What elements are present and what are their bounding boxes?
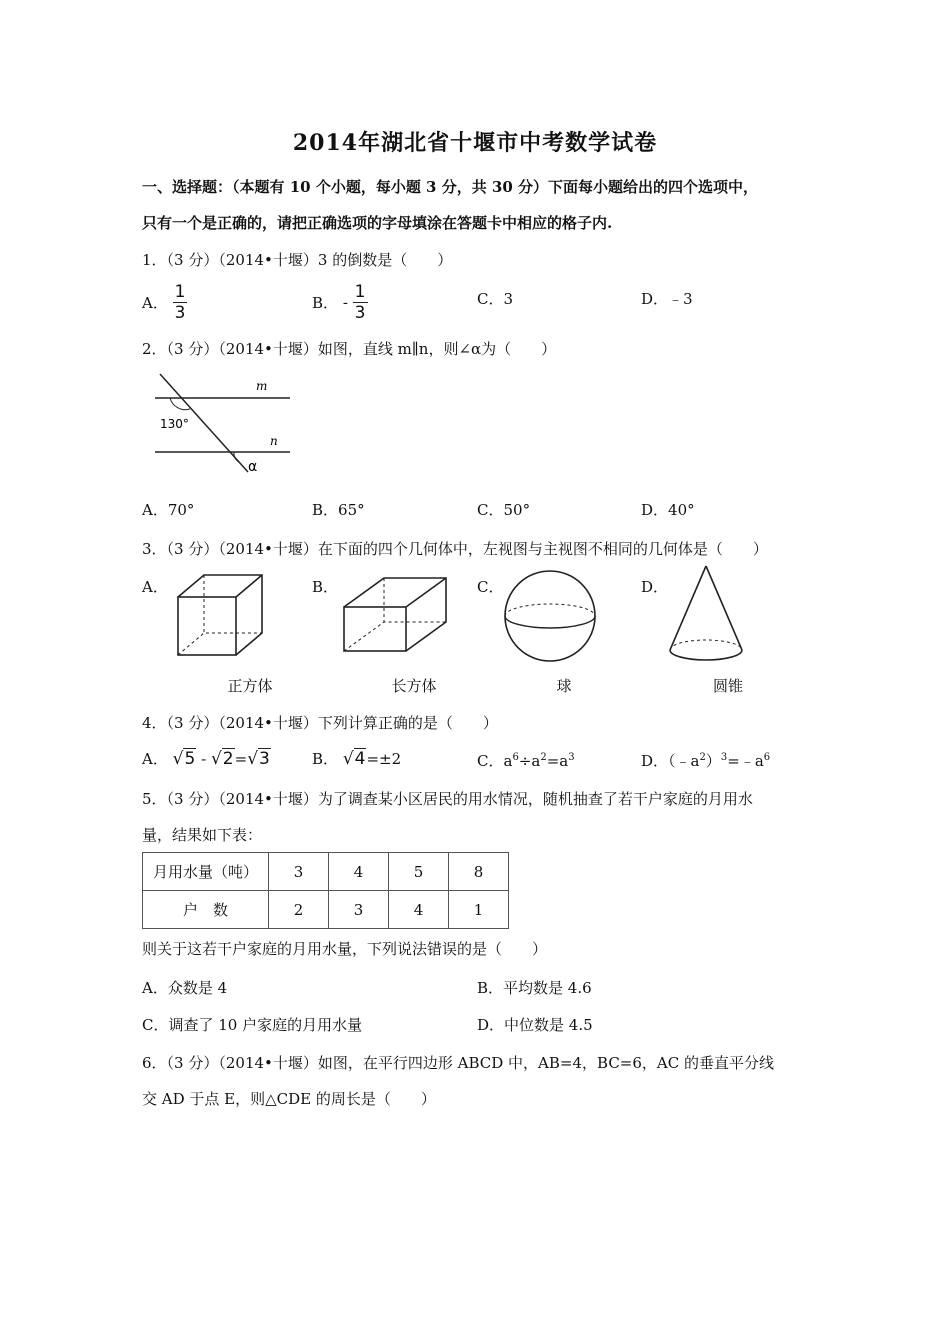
table-cell: 8 (449, 853, 509, 891)
question-4-option-d[interactable] (641, 750, 770, 771)
table-cell: 2 (269, 891, 329, 929)
option-c-label: C． (477, 752, 504, 770)
question-3-option-c-label[interactable]: C． (477, 578, 504, 596)
sqrt-5: √5 (172, 749, 196, 769)
sqrt-4: √4 (342, 749, 366, 769)
cube-back-edges (178, 575, 262, 655)
caption-cone: 圆锥 (712, 677, 743, 695)
exponent: 2 (540, 752, 547, 763)
question-5-option-c[interactable]: C．调查了 10 户家庭的月用水量 (142, 1016, 363, 1034)
table-cell: 1 (449, 891, 509, 929)
cube-figure (170, 570, 270, 665)
cone-figure (664, 562, 748, 668)
parallel-lines-figure (150, 368, 300, 480)
option-a-label: A． (142, 294, 168, 312)
question-4-option-c[interactable] (477, 750, 575, 771)
option-d-label: D． (641, 752, 669, 770)
cone-left-edge (670, 566, 706, 650)
fraction-denominator: 3 (174, 303, 186, 323)
radicand: 4 (354, 749, 366, 769)
question-5-option-d[interactable]: D．中位数是 4.5 (477, 1016, 593, 1034)
table-row (143, 853, 509, 891)
divide-a: ÷a (518, 752, 541, 770)
question-4-option-b[interactable] (312, 748, 401, 769)
cone-base-front (670, 650, 742, 660)
sphere-outline (505, 571, 595, 661)
question-5-option-b[interactable]: B．平均数是 4.6 (477, 979, 592, 997)
option-a-label: A． (142, 750, 168, 768)
base-a: a (503, 752, 513, 770)
section-instructions-line2: 只有一个是正确的，请把正确选项的字母填涂在答题卡中相应的格子内. (142, 214, 613, 232)
table-row (143, 891, 509, 929)
cuboid-figure (336, 572, 456, 657)
fraction-one-third (353, 282, 368, 323)
table-cell: 3 (329, 891, 389, 929)
caption-sphere: 球 (556, 677, 572, 695)
expr-part: （﹣a (668, 752, 700, 770)
question-5-stem-line1: 5．（3 分）（2014•十堰）为了调查某小区居民的用水情况，随机抽查了若干户家庭的月用水 (142, 790, 753, 808)
caption-cuboid: 长方体 (391, 677, 437, 695)
question-3-option-d-label[interactable]: D． (641, 578, 669, 596)
question-5-stem-line2: 量，结果如下表： (142, 826, 263, 844)
cone-right-edge (706, 566, 742, 650)
exponent: 2 (699, 752, 706, 763)
cuboid-hidden-edges (344, 622, 446, 651)
question-2-stem: 2．（3 分）（2014•十堰）如图，直线 m∥n，则∠α为（ ） (142, 340, 557, 358)
table-cell: 月用水量（吨） (143, 853, 269, 891)
question-1-option-a[interactable] (142, 282, 187, 323)
question-1-option-b[interactable] (312, 282, 368, 323)
question-4-stem: 4．（3 分）（2014•十堰）下列计算正确的是（ ） (142, 714, 498, 732)
fraction-numerator: 1 (354, 282, 366, 302)
question-5-question: 则关于这若干户家庭的月用水量，下列说法错误的是（ ） (142, 940, 548, 958)
table-cell: 4 (329, 853, 389, 891)
radicand: 2 (222, 749, 234, 769)
table-cell: 5 (389, 853, 449, 891)
question-1-option-c[interactable]: C．3 (477, 290, 514, 308)
water-usage-table (142, 852, 509, 929)
radicand: 5 (184, 749, 196, 769)
table-cell: 户 数 (143, 891, 269, 929)
cube-front-face (178, 597, 236, 655)
question-3-option-a-label[interactable]: A． (142, 578, 168, 596)
page-title: 2014年湖北省十堰市中考数学试卷 (292, 130, 658, 156)
minus-sign: - (201, 750, 207, 768)
question-2-option-a[interactable]: A．70° (142, 501, 195, 519)
label-130-degrees: 130° (160, 417, 189, 431)
equals-sign: = (234, 750, 248, 768)
question-2-option-b[interactable]: B．65° (312, 501, 365, 519)
question-3-option-b-label[interactable]: B． (312, 578, 339, 596)
sphere-equator-front (505, 616, 595, 628)
cone-base-back (670, 640, 742, 650)
expr-part: =﹣a (727, 752, 764, 770)
question-5-option-a[interactable]: A．众数是 4 (142, 979, 228, 997)
question-6-stem-line2: 交 AD 于点 E，则△CDE 的周长是（ ） (142, 1090, 436, 1108)
cube-top-edge (236, 575, 262, 597)
fraction-denominator: 3 (354, 303, 366, 323)
sqrt-3: √3 (247, 749, 270, 769)
sphere-figure (500, 568, 600, 664)
exponent: 6 (512, 752, 519, 763)
question-2-option-c[interactable]: C．50° (477, 501, 531, 519)
expr-part: ） (705, 752, 721, 770)
sqrt-2: √2 (210, 749, 234, 769)
question-1-option-d[interactable]: D．﹣3 (641, 290, 693, 308)
minus-sign: - (342, 293, 348, 312)
label-alpha: α (248, 459, 258, 475)
radicand: 3 (259, 749, 270, 769)
table-cell: 4 (389, 891, 449, 929)
label-m: m (256, 379, 268, 393)
exponent: 3 (568, 752, 575, 763)
option-b-label: B． (312, 294, 339, 312)
question-3-stem: 3．（3 分）（2014•十堰）在下面的四个几何体中，左视图与主视图不相同的几何体是（ ） (142, 540, 768, 558)
table-cell: 3 (269, 853, 329, 891)
question-1-stem: 1．（3 分）（2014•十堰）3 的倒数是（ ） (142, 251, 453, 269)
section-instructions-line1: 一、选择题：（本题有 10 个小题，每小题 3 分，共 30 分）下面每小题给出的四个选项中， (142, 178, 759, 196)
question-2-option-d[interactable]: D．40° (641, 501, 695, 519)
exponent: 6 (763, 752, 771, 763)
cuboid-top-edge (406, 578, 446, 607)
fraction-numerator: 1 (174, 282, 186, 302)
question-4-option-a[interactable] (142, 748, 271, 769)
option-b-label: B． (312, 750, 339, 768)
exponent: 3 (720, 752, 728, 763)
option-b-result: =±2 (366, 750, 402, 768)
label-n: n (270, 434, 278, 448)
caption-cube: 正方体 (227, 677, 273, 695)
equals-a: =a (546, 752, 569, 770)
question-6-stem-line1: 6．（3 分）（2014•十堰）如图，在平行四边形 ABCD 中，AB=4，BC=6，AC 的垂直平分线 (142, 1054, 774, 1072)
fraction-one-third (173, 282, 188, 323)
sphere-equator-back (505, 604, 595, 616)
